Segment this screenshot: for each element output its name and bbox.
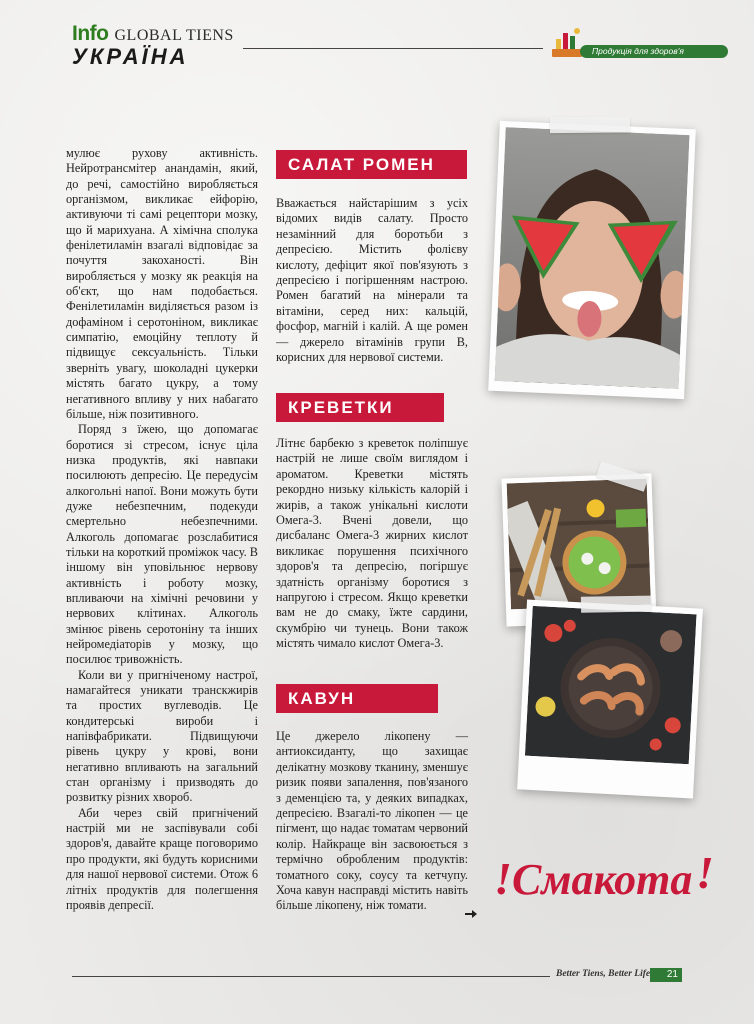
left-column-article — [66, 146, 258, 913]
heading-romaine: САЛАТ РОМЕН — [276, 150, 467, 179]
section-label: Продукція для здоров'я — [580, 45, 728, 58]
photo-tape — [550, 116, 630, 133]
magazine-brand — [72, 22, 234, 70]
brand-country: УКРАЇНА — [72, 44, 189, 69]
footer-divider — [72, 976, 550, 977]
section-shrimp-text — [276, 436, 468, 652]
paragraph: мулює рухову активність. Нейротрансмітер анандамін, який, до речі, самостійно виробляється організмом, викликає ейфорію, активуючи ті самі рецептори мозку, що й марихуана. А хімічна сполука фенілетиламін взагалі відповідає за почуття закоханості. Він виробляється у мозку як реакція на об'єкт, що нам подобається. Фенілетиламін виділяється разом із дофаміном і серотоніном, викликає симпатію, емоційну теплоту й підвищує сексуальність. Тільки зверніть увагу, шоколадні цукерки містять багато цукру, а тому негативного впливу у них набагато більше, ніж позитивного. — [66, 146, 258, 421]
paragraph: Це джерело лікопену — антиоксиданту, що захищає делікатну мозкову тканину, зменшує ризик появи запалення, пов'язаного з деменцією та, у деяких випадках, депресією. Взагалі-то лікопен — це пігмент, що надає томатам червоний колір. Найкраще він засвоюється з термічно обробленим продуктів: томатного соку, соусу та кетчупу. Хоча кавун насправді містить навіть більше лікопену, ніж томати. — [276, 729, 468, 913]
svg-text:!: ! — [696, 848, 714, 898]
section-romaine-text — [276, 196, 468, 365]
continue-arrow-icon — [465, 909, 477, 919]
paragraph: Поряд з їжею, що допомагає боротися зі стресом, існує ціла низка продуктів, які навпаки посилюють депресію. Це передусім алкогольні напої. Вони можуть бути дуже небезпечним, подекуди смертельно небезпечними. Алкоголь допомагає розслабитися тільки на короткий проміжок часу. В іншому він уповільнює нервову активність і роботу мозку, впливаючи на хімічні речовини у нервових клітинах. Алкоголь змінює рівень серотоніну та інших нейромедіаторів у мозку, що посилює тривожність. — [66, 422, 258, 667]
shrimp-image — [525, 606, 697, 764]
page-number: 21 — [650, 968, 682, 982]
heading-watermelon: КАВУН — [276, 684, 438, 713]
photo-woman-watermelon — [488, 121, 696, 399]
woman-watermelon-image — [495, 127, 690, 389]
paragraph: Літнє барбекю з креветок поліпшує настрій не лише своїм виглядом і ароматом. Креветки містять рекордно низьку кількість калорій і жирів, а також унікальні кислоти Омега-3. Вчені довели, що дисбаланс Омега-3 жирних кислот викликає порушення психічного здоров'я та депресію, погіршує здатність організму боротися з напругою і стресом. Якщо креветки вам не до смаку, їжте сардини, скумбрію чи тунець. Вони також містять чимало кислот Омега-3. — [276, 436, 468, 651]
paragraph: Коли ви у пригніченому настрої, намагайтеся уникати транскжирів та простих вуглеводів. Це кондитерські вироби і напівфабрикати. Підвищуючи рівень цукру у крові, вони негативно впливають на загальний стан організму і призводять до розвитку різних хвороб. — [66, 667, 258, 805]
photo-tape — [581, 596, 651, 613]
section-watermelon-text — [276, 729, 468, 914]
paragraph: Вважається найстарішим з усіх відомих видів салату. Просто незамінний для боротьби з депресією. Містить фолієву кислоту, дефіцит якої пов'язують з депресією і погіршенням настрою. Ромен багатий на мінерали та вітаміни, серед них: кальцій, фосфор, магній і калій. А ще ромен — джерело вітамінів групи В, корисних для нервової системи. — [276, 196, 468, 365]
heading-shrimp: КРЕВЕТКИ — [276, 393, 444, 422]
brand-name: GLOBAL TIENS — [114, 27, 234, 44]
slogan-smakota — [490, 848, 720, 908]
brand-info: Info — [72, 22, 109, 45]
paragraph: Аби через свій пригнічений настрій ми не заспівували собі здоров'я, давайте краще поговоримо про продукти, які будуть корисними для нашої нервової системи. Отож 6 літніх продуктів для полегшення проявів депресії. — [66, 805, 258, 912]
slogan-text: Смакота — [512, 855, 693, 904]
photo-shrimp — [517, 600, 703, 799]
svg-text:!: ! — [494, 853, 512, 904]
salad-image — [507, 479, 651, 610]
header-divider — [243, 48, 543, 49]
footer-tagline: Better Tiens, Better Life — [556, 969, 651, 979]
